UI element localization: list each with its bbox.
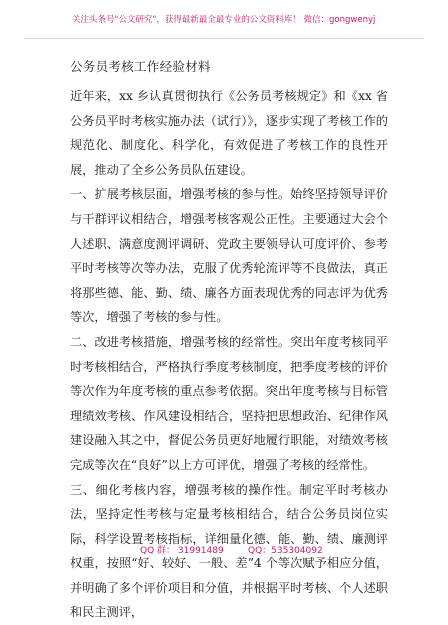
paragraph-section-3: 三、细化考核内容，增强考核的操作性。制定平时考核办法，坚持定性考核与定量考核相结合，结合公务员岗位实际，科学设置考核指标，详细量化德、能、勤、绩、廉测评权重，按照“好、较好、一般、差”4 个等次赋予相应分值，并明确了多个评价项目和分值，并根据平时考核、个人述职和民主测评，	[70, 478, 388, 625]
document-title: 公务员考核工作经验材料	[70, 57, 211, 75]
paragraph-section-2: 二、改进考核措施，增强考核的经常性。突出年度考核同平时考核相结合，严格执行季度考核制度，把季度考核的评价等次作为年度考核的重点参考依据。突出年度考核与目标管理绩效考核、作风建设相结合，坚持把思想政治、纪律作风建设融入其之中，督促公务员更好地履行职能，对绩效考核完成等次在“良好”以上方可评优，增强了考核的经常性。	[70, 330, 388, 478]
header-banner	[0, 0, 448, 46]
paragraph-intro: 近年来，xx 乡认真贯彻执行《公务员考核规定》和《xx 省公务员平时考核实施办法（试行）》，逐步实现了考核工作的规范化、制度化、科学化，有效促进了考核工作的良性开展，推动了全乡公务员队伍建设。	[70, 84, 388, 182]
header-banner-text: 关注头条号"公文研究"，获得最新最全最专业的公文资料库！ 微信：gongwenyj	[72, 13, 392, 25]
paragraph-section-1: 一、扩展考核层面，增强考核的参与性。始终坚持领导评价与干群评议相结合，增强考核客观公正性。主要通过大会个人述职、满意度测评调研、党政主要领导认可度评价、参考平时考核等次等办法，克服了优秀轮流评等不良做法，真正将那些德、能、勤、绩、廉各方面表现优秀的同志评为优秀等次，增强了考核的参与性。	[70, 182, 388, 330]
footer	[0, 543, 448, 563]
header-divider	[24, 38, 424, 39]
footer-qq-group: QQ 群： 31991489	[140, 543, 224, 556]
footer-qq-contact: QQ：535304092	[248, 543, 323, 556]
